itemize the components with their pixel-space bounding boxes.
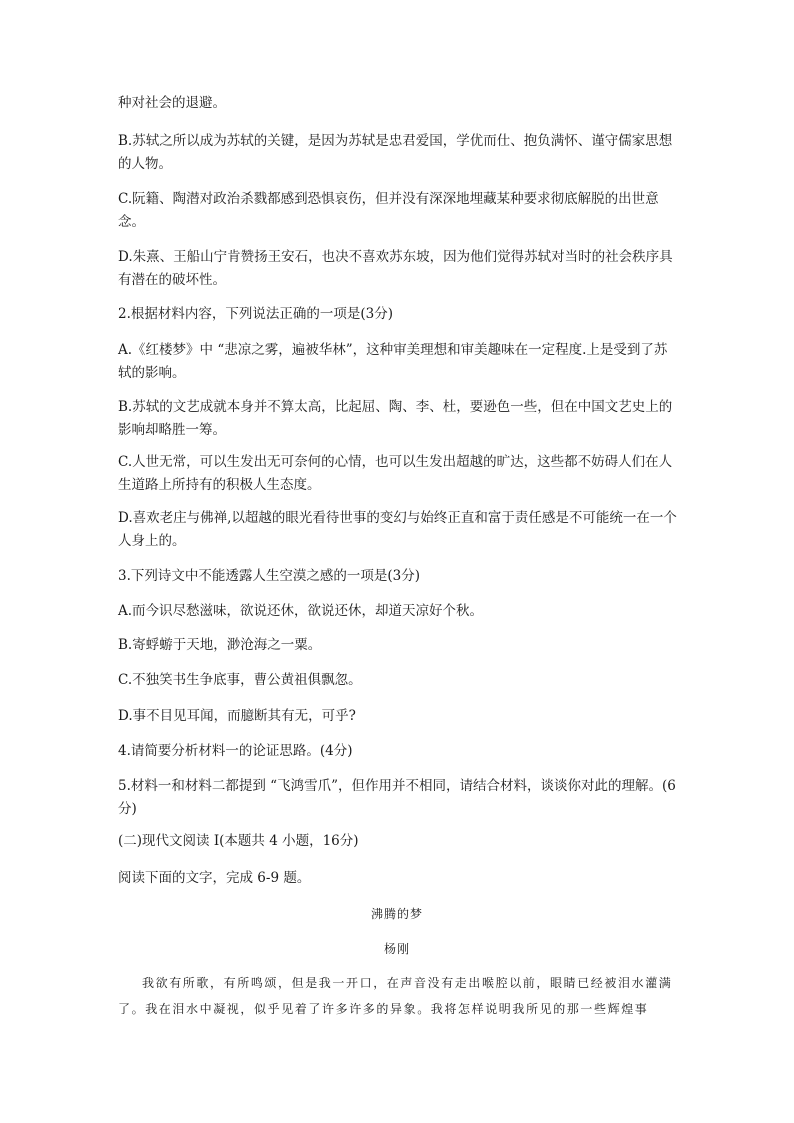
question-2-option-a: A.《红楼梦》中 “悲凉之雾，遍被华林”，这种审美理想和审美趣味在一定程度.上是受到了苏轼的影响。 bbox=[118, 342, 668, 381]
question-5: 5.材料一和材料二都提到 “飞鸿雪爪”，但作用并不相同，请结合材料，谈谈你对此的理解。(6分) bbox=[118, 778, 676, 817]
article-title: 沸腾的梦 bbox=[370, 907, 423, 921]
question-2-stem: 2.根据材料内容，下列说法正确的一项是(3分) bbox=[118, 306, 394, 322]
question-3-option-b: B.寄蜉蝣于天地，渺沧海之一粟。 bbox=[118, 637, 322, 653]
question-3-option-d: D.事不目见耳闻，而臆断其有无，可乎? bbox=[118, 708, 356, 724]
section-heading: (二)现代文阅读 I(本题共 4 小题，16分) bbox=[118, 833, 359, 849]
option-c: C.阮籍、陶潜对政治杀戮都感到恐惧哀伤，但并没有深深地埋藏某种要求彻底解脱的出世意念。 bbox=[118, 191, 659, 230]
question-2-option-d: D.喜欢老庄与佛禅,以超越的眼光看待世事的变幻与始终正直和富于责任感是不可能统一在一个人身上的。 bbox=[118, 510, 677, 549]
question-3-stem: 3.下列诗文中不能透露人生空漠之感的一项是(3分) bbox=[118, 568, 421, 584]
option-d: D.朱熹、王船山宁肯赞扬王安石，也决不喜欢苏东坡，因为他们觉得苏轼对当时的社会秩序具有潜在的破坏性。 bbox=[118, 249, 673, 288]
article-author: 杨刚 bbox=[383, 942, 410, 956]
question-3-option-a: A.而今识尽愁滋味，欲说还休，欲说还休，却道天凉好个秋。 bbox=[118, 603, 484, 619]
question-3-option-c: C.不独笑书生争底事，曹公黄祖俱飘忽。 bbox=[118, 672, 362, 688]
option-a-continuation: 种对社会的退避。 bbox=[118, 95, 226, 111]
reading-instruction: 阅读下面的文字，完成 6-9 题。 bbox=[118, 870, 311, 886]
question-2-option-c: C.人世无常，可以生发出无可奈何的心情，也可以生发出超越的旷达，这些都不妨碍人们在人生道路上所持有的积极人生态度。 bbox=[118, 454, 673, 493]
question-4: 4.请简要分析材料一的论证思路。(4分) bbox=[118, 743, 353, 759]
option-b: B.苏轼之所以成为苏轼的关键，是因为苏轼是忠君爱国，学优而仕、抱负满怀、谨守儒家思想的人物。 bbox=[118, 133, 673, 172]
article-body: 我欲有所歌，有所鸣颂，但是我一开口，在声音没有走出喉腔以前，眼睛已经被泪水灌满了。我在泪水中凝视，似乎见着了许多许多的异象。我将怎样说明我所见的那一些辉煌事 bbox=[118, 976, 673, 1016]
question-2-option-b: B.苏轼的文艺成就本身并不算太高，比起屈、陶、李、杜，要逊色一些，但在中国文艺史上的影响却略胜一筹。 bbox=[118, 399, 673, 438]
